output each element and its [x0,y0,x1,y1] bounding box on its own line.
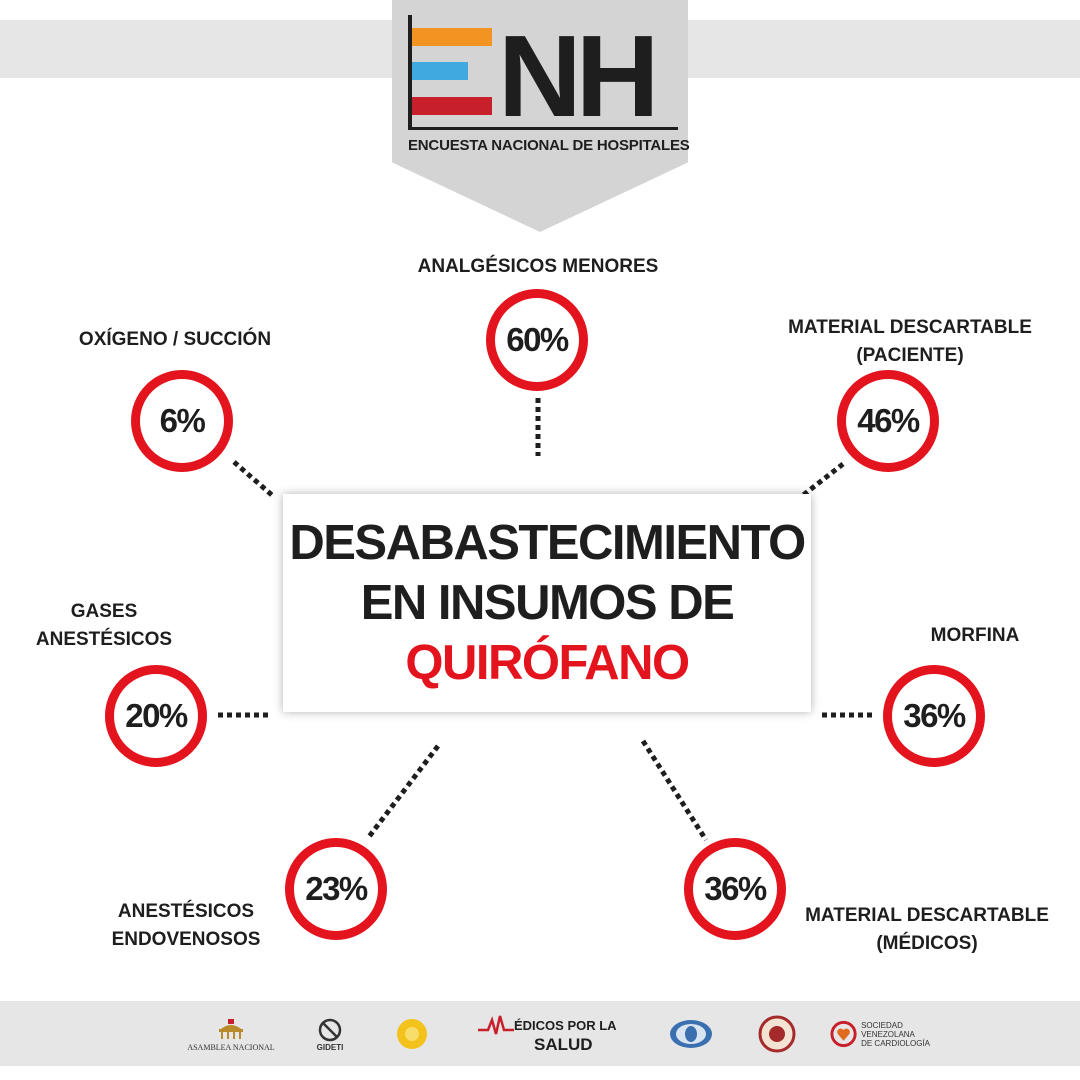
heartbeat-icon [478,1014,514,1036]
connector-oxigeno [234,462,273,496]
sponsor-blue-seal [666,1008,716,1060]
label-oxigeno-succion: OXÍGENO / SUCCIÓN [78,329,272,350]
sponsor-sun-emblem [392,1008,432,1060]
sponsor-red-seal [756,1008,798,1060]
label-morfina: MORFINA [930,625,1020,646]
gideti-logo-icon [317,1017,343,1043]
title-line-2: EN INSUMOS DE [360,576,734,630]
red-seal-icon [758,1015,796,1053]
percent-analgesicos-menores: 60% [486,289,588,391]
blue-seal-icon [668,1018,714,1050]
percent-morfina: 36% [883,665,985,767]
percent-material-paciente: 46% [837,370,939,472]
sponsor-medicos-por-la-salud: ÉDICOS POR LA SALUD [478,1008,608,1060]
percent-oxigeno-succion: 6% [131,370,233,472]
cardiology-heart-icon [830,1020,857,1048]
logo-letters: NH [498,11,654,141]
sponsor-gideti: GIDETI [308,1008,352,1060]
sponsor-svc: SOCIEDAD VENEZOLANA DE CARDIOLOGÍA [830,1008,930,1060]
asamblea-emblem-icon [213,1017,249,1043]
sun-emblem-icon [394,1016,430,1052]
label-analgesicos-menores: ANALGÉSICOS MENORES [417,256,659,277]
title-line-1: DESABASTECIMIENTO [289,516,805,570]
title-box [283,494,811,712]
connector-material-medicos [643,741,706,840]
title-line-3: QUIRÓFANO [405,636,689,690]
label-material-paciente: MATERIAL DESCARTABLE (PACIENTE) [788,317,1032,366]
logo-subtitle: ENCUESTA NACIONAL DE HOSPITALES [408,137,690,154]
label-gases-anestesicos: GASES ANESTÉSICOS [35,601,173,650]
sponsor-asamblea-nacional: ASAMBLEA NACIONAL [196,1008,266,1060]
percent-anestesicos-endovenosos: 23% [285,838,387,940]
label-material-medicos: MATERIAL DESCARTABLE (MÉDICOS) [805,905,1049,954]
percent-gases-anestesicos: 20% [105,665,207,767]
percent-material-medicos: 36% [684,838,786,940]
label-anestesicos-endovenosos: ANESTÉSICOS ENDOVENOSOS [111,901,261,950]
connector-endovenosos [368,746,438,838]
connector-material-paciente [802,464,843,496]
